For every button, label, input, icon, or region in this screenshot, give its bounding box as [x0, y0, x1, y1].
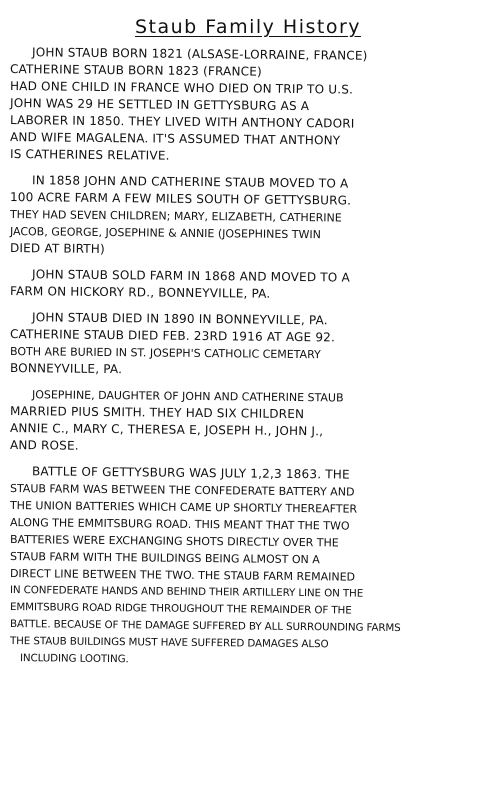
text-line: BONNEYVILLE, PA.	[9, 361, 123, 377]
text-line: THE STAUB BUILDINGS MUST HAVE SUFFERED DAMAGES ALSO	[9, 635, 329, 651]
text-line: CATHERINE STAUB DIED FEB. 23RD 1916 AT AGE 92.	[9, 327, 336, 345]
text-line: HAD ONE CHILD IN FRANCE WHO DIED ON TRIP TO U.S.	[9, 79, 354, 97]
paragraph-birth-and-arrival	[10, 44, 486, 163]
text-line: JOHN WAS 29 HE SETTLED IN GETTYSBURG AS A	[9, 96, 310, 114]
text-line: STAUB FARM WITH THE BUILDINGS BEING ALMOST ON A	[9, 550, 320, 567]
text-line: JACOB, GEORGE, JOSEPHINE & ANNIE (JOSEPHINES TWIN	[9, 225, 321, 242]
text-line: JOHN STAUB SOLD FARM IN 1868 AND MOVED TO A	[31, 267, 350, 285]
text-line: ANNIE C., MARY C, THERESA E, JOSEPH H., JOHN J.,	[9, 421, 324, 439]
text-line: MARRIED PIUS SMITH. THEY HAD SIX CHILDREN	[9, 404, 305, 422]
text-line: AND ROSE.	[9, 438, 79, 453]
text-line: THE UNION BATTERIES WHICH CAME UP SHORTLY THEREAFTER	[9, 499, 358, 516]
text-line: LABORER IN 1850. THEY LIVED WITH ANTHONY CADORI	[9, 113, 355, 131]
text-line: 100 ACRE FARM A FEW MILES SOUTH OF GETTYSBURG.	[9, 190, 352, 208]
text-line: CATHERINE STAUB BORN 1823 (FRANCE)	[9, 62, 262, 79]
paragraph-josephine	[10, 386, 486, 454]
text-line: DIRECT LINE BETWEEN THE TWO. THE STAUB FARM REMAINED	[9, 567, 356, 584]
text-line: EMMITSBURG ROAD RIDGE THROUGHOUT THE REMAINDER OF THE	[9, 601, 352, 617]
text-line: THEY HAD SEVEN CHILDREN; MARY, ELIZABETH, CATHERINE	[9, 208, 342, 225]
text-line: JOSEPHINE, DAUGHTER OF JOHN AND CATHERINE STAUB	[31, 388, 344, 405]
text-line: STAUB FARM WAS BETWEEN THE CONFEDERATE BATTERY AND	[9, 482, 355, 499]
text-line: INCLUDING LOOTING.	[19, 652, 129, 666]
paragraph-battle-of-gettysburg	[10, 463, 486, 667]
paragraph-farm-and-children	[10, 172, 486, 257]
text-line: BATTLE. BECAUSE OF THE DAMAGE SUFFERED BY ALL SURROUNDING FARMS	[9, 618, 401, 635]
text-line: JOHN STAUB DIED IN 1890 IN BONNEYVILLE, PA.	[31, 310, 328, 328]
text-line: IS CATHERINES RELATIVE.	[9, 147, 170, 163]
page-title: Staub Family History	[134, 16, 362, 38]
text-line: BATTERIES WERE EXCHANGING SHOTS DIRECTLY OVER THE	[9, 533, 339, 550]
text-line: BATTLE OF GETTYSBURG WAS JULY 1,2,3 1863. THE	[31, 464, 350, 482]
text-line: JOHN STAUB BORN 1821 (ALSASE-LORRAINE, FRANCE)	[31, 45, 368, 63]
text-line: BOTH ARE BURIED IN ST. JOSEPH'S CATHOLIC CEMETARY	[9, 345, 321, 362]
text-line: IN 1858 JOHN AND CATHERINE STAUB MOVED TO A	[31, 173, 349, 191]
text-line: AND WIFE MAGALENA. IT'S ASSUMED THAT ANTHONY	[9, 130, 341, 148]
paragraph-sold-farm	[10, 266, 486, 300]
paragraph-deaths-and-burial	[10, 309, 486, 377]
text-line: IN CONFEDERATE HANDS AND BEHIND THEIR ARTILLERY LINE ON THE	[9, 584, 364, 600]
text-line: ALONG THE EMMITSBURG ROAD. THIS MEANT THAT THE TWO	[9, 516, 350, 533]
text-line: DIED AT BIRTH)	[9, 241, 105, 256]
text-line: FARM ON HICKORY RD., BONNEYVILLE, PA.	[9, 284, 271, 301]
